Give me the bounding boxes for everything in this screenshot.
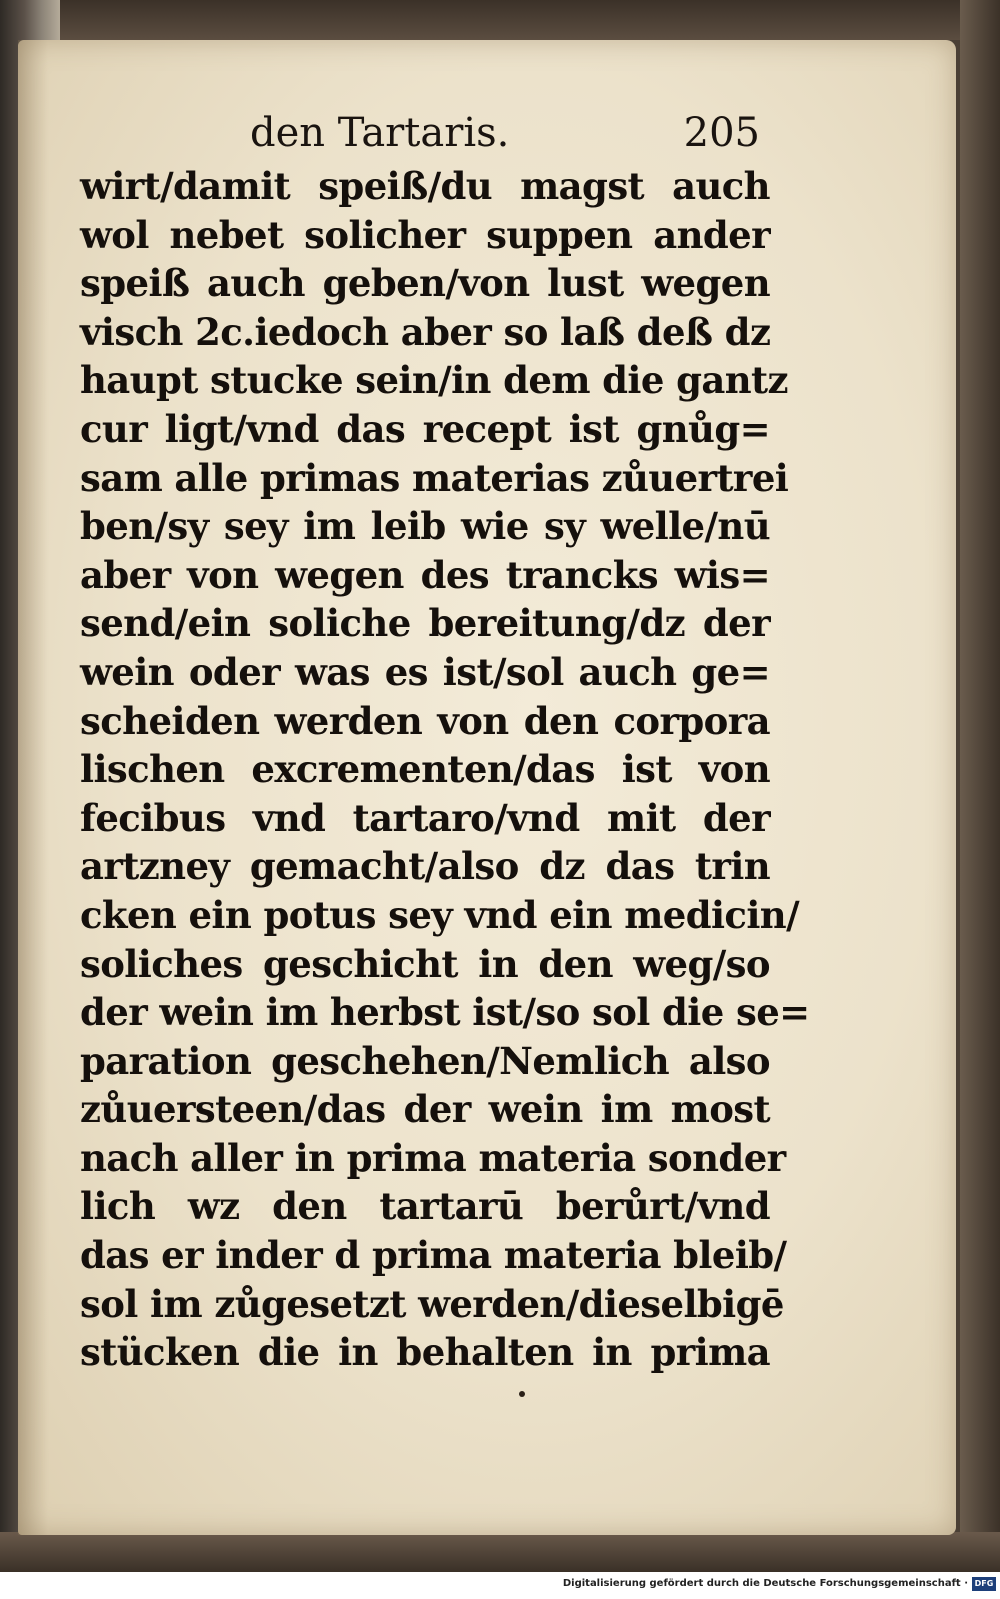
text-line: fecibus vnd tartaro/vnd mit der: [80, 795, 770, 840]
dfg-logo: DFG: [972, 1577, 996, 1591]
text-line: artzney gemacht/also dz das trin: [80, 844, 770, 889]
text-line: lich wz den tartarū berůrt/vnd: [80, 1184, 770, 1229]
text-line: wein oder was es ist/sol auch ge=: [80, 649, 770, 694]
text-line: aber von wegen des trancks wis=: [80, 552, 770, 597]
text-line: cur ligt/vnd das recept ist gnůg=: [80, 406, 770, 451]
text-line: sol im zůgesetzt werden/dieselbigē: [80, 1281, 784, 1326]
book-binding-right: [960, 0, 1000, 1572]
book-binding-bottom: [0, 1532, 1000, 1572]
text-line: wirt/damit speiß/du magst auch: [80, 164, 770, 208]
text-line: soliches geschicht in den weg/so: [80, 941, 770, 986]
text-line: speiß auch geben/von lust wegen: [80, 261, 770, 306]
printer-mark-dot: [519, 1391, 525, 1397]
text-line: paration geschehen/Nemlich also: [80, 1038, 770, 1083]
text-line: nach aller in prima materia sonder: [80, 1135, 786, 1180]
text-line: cken ein potus sey vnd ein medicin/: [80, 892, 800, 937]
text-line: send/ein soliche bereitung/dz der: [80, 601, 770, 646]
book-binding-top: [0, 0, 1000, 40]
text-line: scheiden werden von den corpora: [80, 698, 770, 743]
paper-page: [18, 40, 956, 1535]
running-head: den Tartaris.: [250, 110, 510, 156]
page-header: [80, 110, 760, 170]
text-line: sam alle primas materias zůuertrei: [80, 455, 789, 500]
page-number: 205: [683, 110, 760, 156]
text-line: visch 2c.iedoch aber so laß deß dz: [80, 309, 771, 354]
text-line: der wein im herbst ist/so sol die se=: [80, 990, 810, 1035]
text-line: lischen excrementen/das ist von: [80, 747, 770, 792]
text-line: haupt stucke sein/in dem die gantz: [80, 358, 788, 403]
body-text: [80, 162, 810, 1377]
digitization-footer: [0, 1572, 1000, 1599]
text-line: ben/sy sey im leib wie sy welle/nū: [80, 504, 770, 549]
text-line: zůuersteen/das der wein im most: [80, 1087, 770, 1132]
funding-credit: Digitalisierung gefördert durch die Deutsche Forschungsgemeinschaft ·: [562, 1578, 968, 1589]
text-line: stücken die in behalten in prima: [80, 1330, 770, 1375]
text-line: wol nebet solicher suppen ander: [80, 212, 770, 257]
text-line: das er inder d prima materia bleib/: [80, 1233, 787, 1278]
